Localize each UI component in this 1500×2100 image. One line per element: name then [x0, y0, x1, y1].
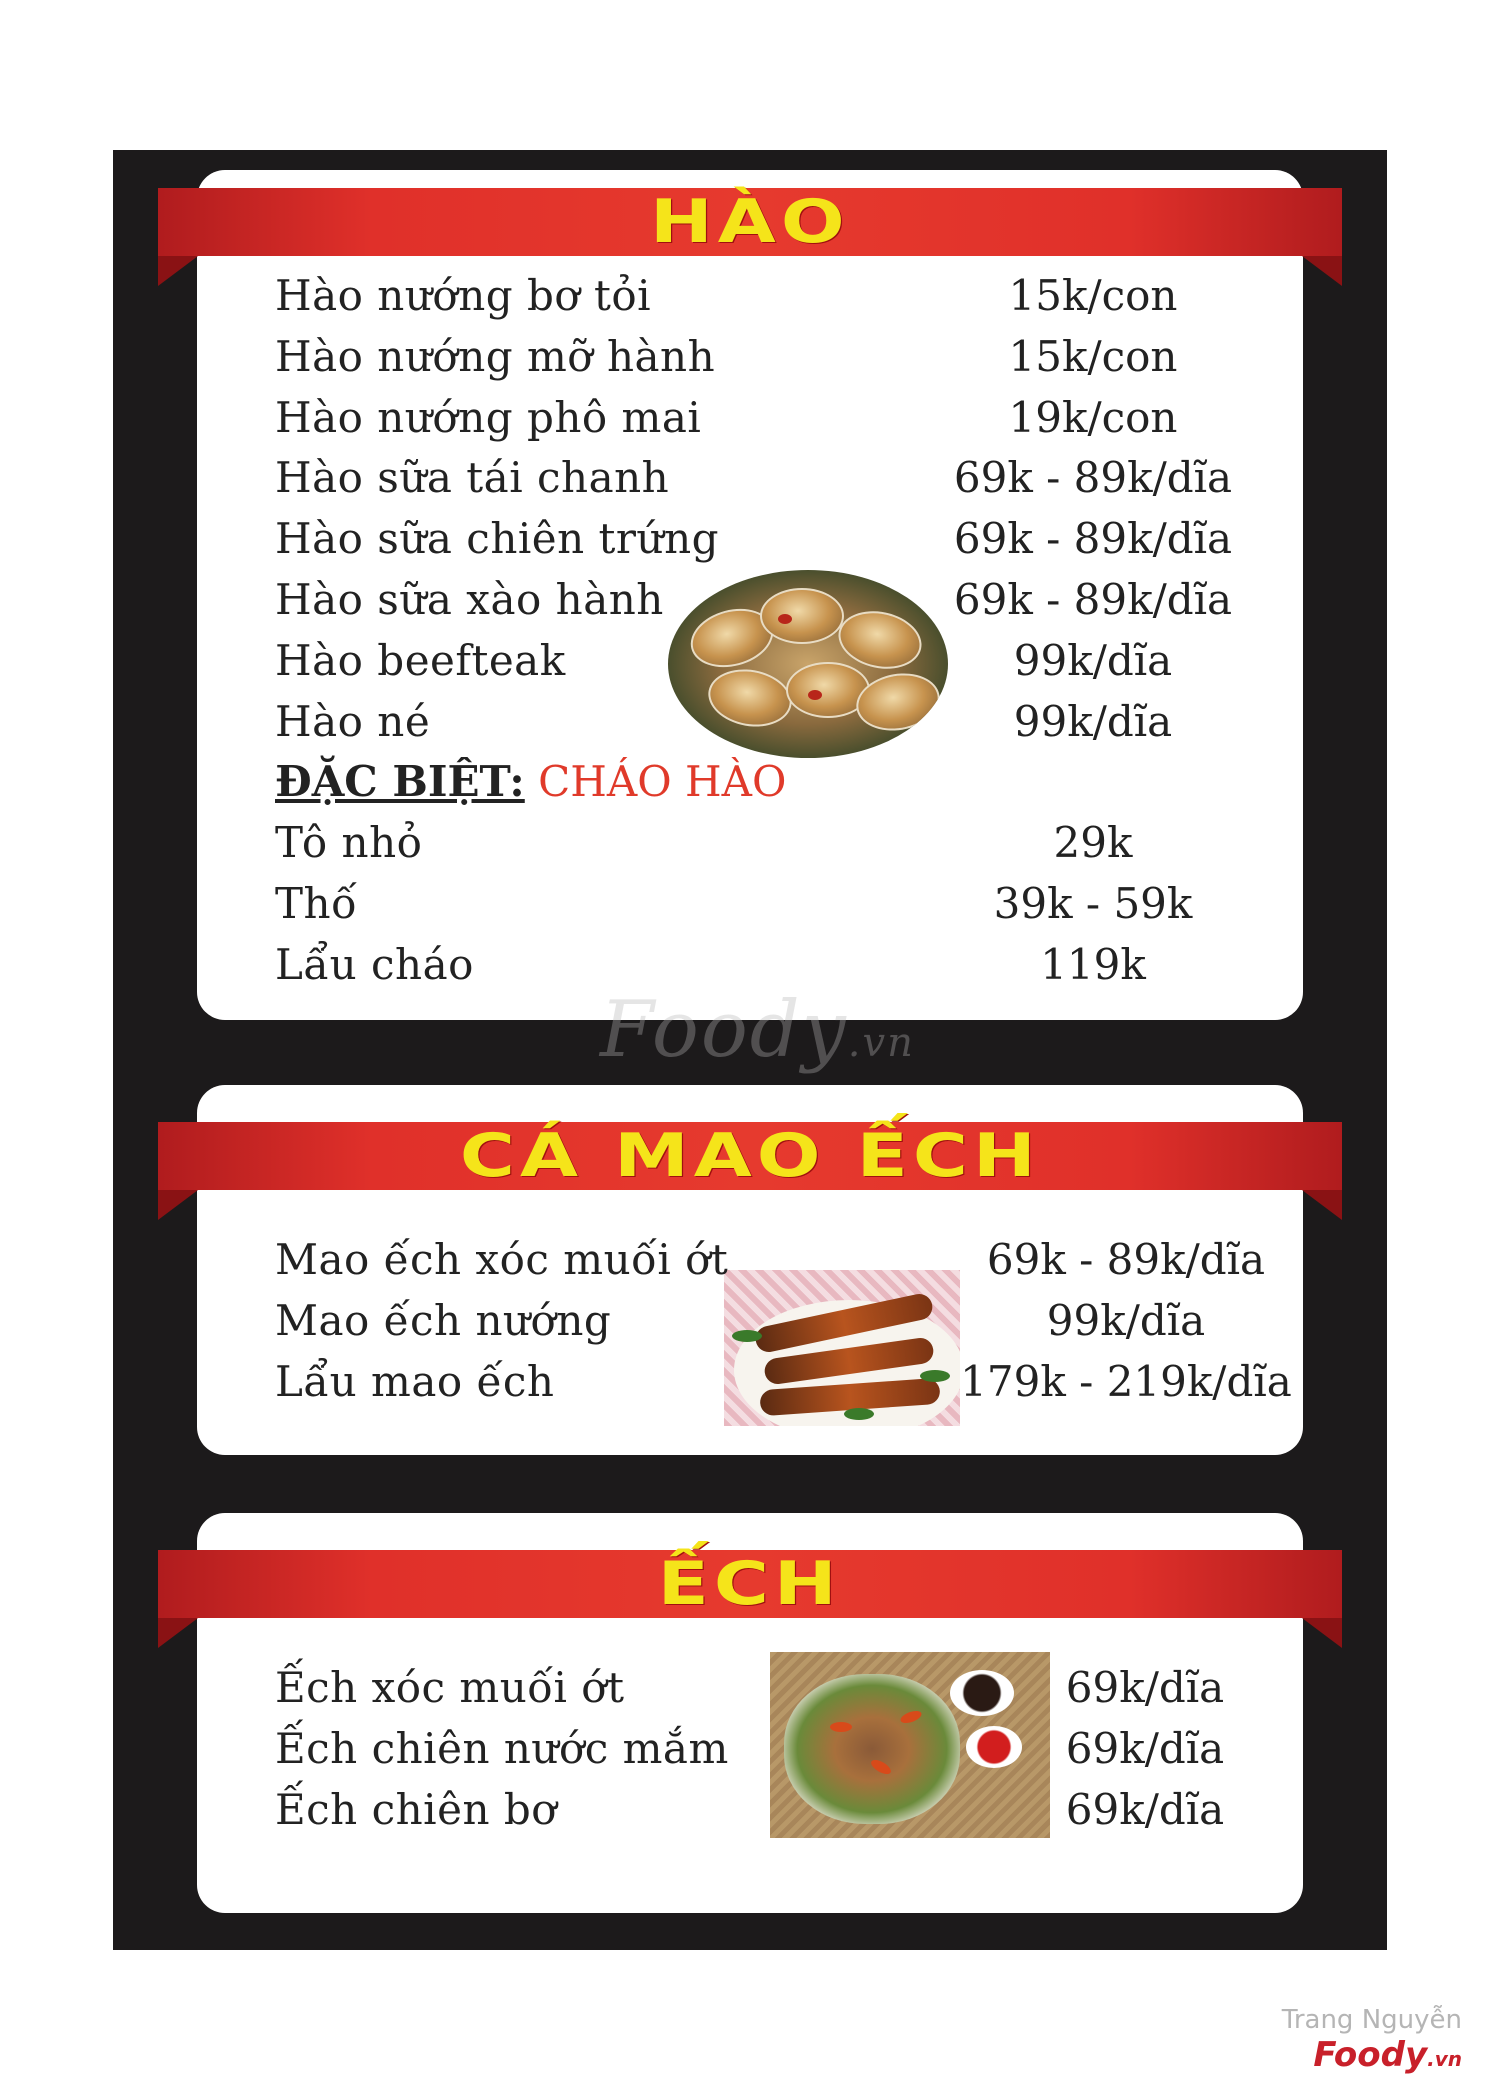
foody-logo: Foody.vn: [1313, 2035, 1462, 2075]
item-price: 69k - 89k/dĩa: [986, 1235, 1266, 1284]
item-name: Thố: [275, 879, 358, 928]
item-price: 15k/con: [1008, 271, 1178, 320]
list-item: [0, 1352, 1500, 1412]
hao-title: HÀO: [650, 187, 850, 257]
item-price: 99k/dĩa: [1013, 636, 1173, 685]
item-name: Hào beefteak: [275, 636, 566, 685]
list-item: [0, 266, 1500, 326]
item-name: Hào nướng bơ tỏi: [275, 271, 652, 320]
item-price: 119k: [1040, 940, 1146, 989]
item-name: Ếch chiên nước mắm: [275, 1724, 729, 1773]
item-price: 69k - 89k/dĩa: [953, 514, 1233, 563]
item-price: 39k - 59k: [993, 879, 1193, 928]
item-name: Mao ếch xóc muối ớt: [275, 1235, 729, 1284]
item-name: Hào sữa tái chanh: [275, 453, 670, 502]
ech-banner: [158, 1550, 1342, 1618]
item-price: 15k/con: [1008, 332, 1178, 381]
banner-fold-right: [1302, 1618, 1342, 1648]
banner-fold-left: [158, 1190, 198, 1220]
item-name: Hào nướng phô mai: [275, 393, 702, 442]
list-item: [0, 570, 1500, 630]
list-item: [0, 874, 1500, 934]
credit-author: Trang Nguyễn: [1281, 2005, 1462, 2035]
item-name: Hào sữa xào hành: [275, 575, 664, 624]
item-name: Ếch xóc muối ớt: [275, 1663, 625, 1712]
item-price: 99k/dĩa: [1046, 1296, 1206, 1345]
item-price: 19k/con: [1008, 393, 1178, 442]
item-price: 69k - 89k/dĩa: [953, 453, 1233, 502]
item-price: 69k/dĩa: [1065, 1785, 1225, 1834]
ca-mao-ech-banner: [158, 1122, 1342, 1190]
list-item: [0, 1230, 1500, 1290]
list-item: [0, 631, 1500, 691]
item-price: 69k/dĩa: [1065, 1724, 1225, 1773]
list-item: [0, 1291, 1500, 1351]
watermark: Foody.vn: [600, 985, 915, 1075]
banner-fold-left: [158, 1618, 198, 1648]
list-item: [0, 509, 1500, 569]
item-name: Ếch chiên bơ: [275, 1785, 558, 1834]
item-name: Mao ếch nướng: [275, 1296, 612, 1345]
list-item: [0, 1780, 1500, 1840]
special-value: CHÁO HÀO: [538, 757, 787, 806]
hao-banner: [158, 188, 1342, 256]
list-item: [0, 388, 1500, 448]
item-name: Hào sữa chiên trứng: [275, 514, 719, 563]
ca-mao-ech-title: CÁ MAO ẾCH: [459, 1121, 1041, 1191]
item-name: Hào nướng mỡ hành: [275, 332, 716, 381]
item-price: 69k - 89k/dĩa: [953, 575, 1233, 624]
item-price: 179k - 219k/dĩa: [960, 1357, 1292, 1406]
list-item: [0, 327, 1500, 387]
special-heading: [0, 752, 1500, 812]
photo-credit: [1282, 2005, 1462, 2075]
list-item: [0, 813, 1500, 873]
item-name: Hào né: [275, 697, 431, 746]
item-price: 99k/dĩa: [1013, 697, 1173, 746]
list-item: [0, 1719, 1500, 1779]
ech-title: ẾCH: [657, 1549, 843, 1619]
list-item: [0, 1658, 1500, 1718]
item-name: Lẩu mao ếch: [275, 1357, 555, 1406]
banner-fold-right: [1302, 1190, 1342, 1220]
item-name: Lẩu cháo: [275, 940, 474, 989]
item-name: Tô nhỏ: [275, 818, 423, 867]
item-price: 69k/dĩa: [1065, 1663, 1225, 1712]
special-label: ĐẶC BIỆT:: [275, 757, 525, 806]
list-item: [0, 448, 1500, 508]
item-price: 29k: [1053, 818, 1133, 867]
list-item: [0, 692, 1500, 752]
